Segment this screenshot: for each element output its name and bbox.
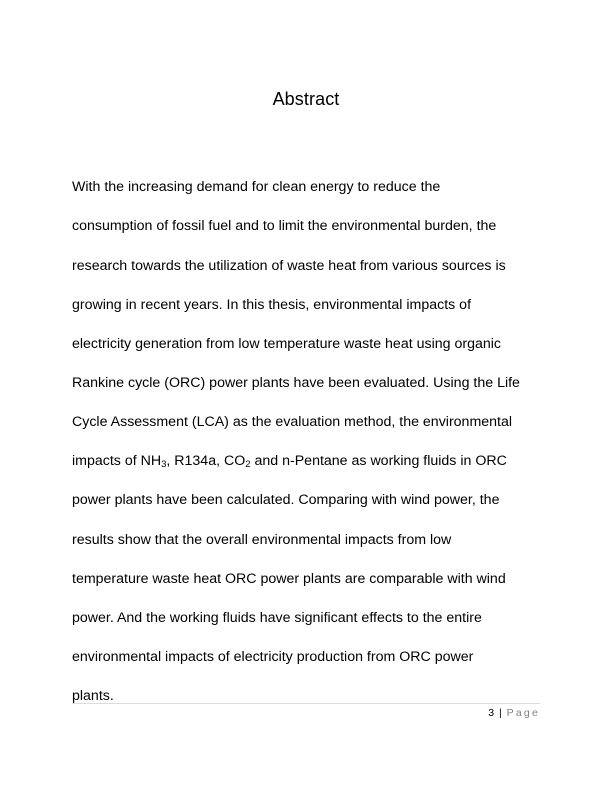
co2-subscript: 2	[245, 459, 251, 470]
abstract-line-2: consumption of fossil fuel and to limit the environmental burden, the	[72, 218, 497, 234]
abstract-line-8	[72, 452, 507, 470]
abstract-line-12: power. And the working fluids have significant effects to the entire	[72, 610, 482, 626]
page-number: 3	[488, 707, 495, 719]
page-label: Page	[506, 707, 540, 719]
footer-separator: |	[499, 707, 502, 719]
abstract-line-7: Cycle Assessment (LCA) as the evaluation method, the environmental	[72, 414, 513, 430]
abstract-line-10: results show that the overall environmental impacts from low	[72, 532, 452, 548]
nh3-subscript: 3	[161, 459, 167, 470]
line-8-text-b: , R134a, CO	[166, 453, 246, 469]
line-8-text-a: impacts of NH	[72, 453, 162, 469]
abstract-line-14: plants.	[72, 688, 114, 704]
footer-divider	[72, 703, 540, 704]
abstract-line-13: environmental impacts of electricity production from ORC power	[72, 649, 474, 665]
abstract-line-5: electricity generation from low temperature waste heat using organic	[72, 336, 501, 352]
line-8-text-c: and n-Pentane as working fluids in ORC	[250, 453, 507, 469]
page-footer	[488, 707, 540, 720]
page-title: Abstract	[272, 89, 340, 109]
abstract-line-3: research towards the utilization of waste heat from various sources is	[72, 258, 506, 274]
abstract-line-11: temperature waste heat ORC power plants are comparable with wind	[72, 571, 506, 587]
abstract-line-6: Rankine cycle (ORC) power plants have been evaluated. Using the Life	[72, 375, 520, 391]
abstract-line-1: With the increasing demand for clean energy to reduce the	[72, 179, 441, 195]
abstract-line-4: growing in recent years. In this thesis, environmental impacts of	[72, 297, 472, 313]
abstract-line-9: power plants have been calculated. Comparing with wind power, the	[72, 492, 500, 508]
